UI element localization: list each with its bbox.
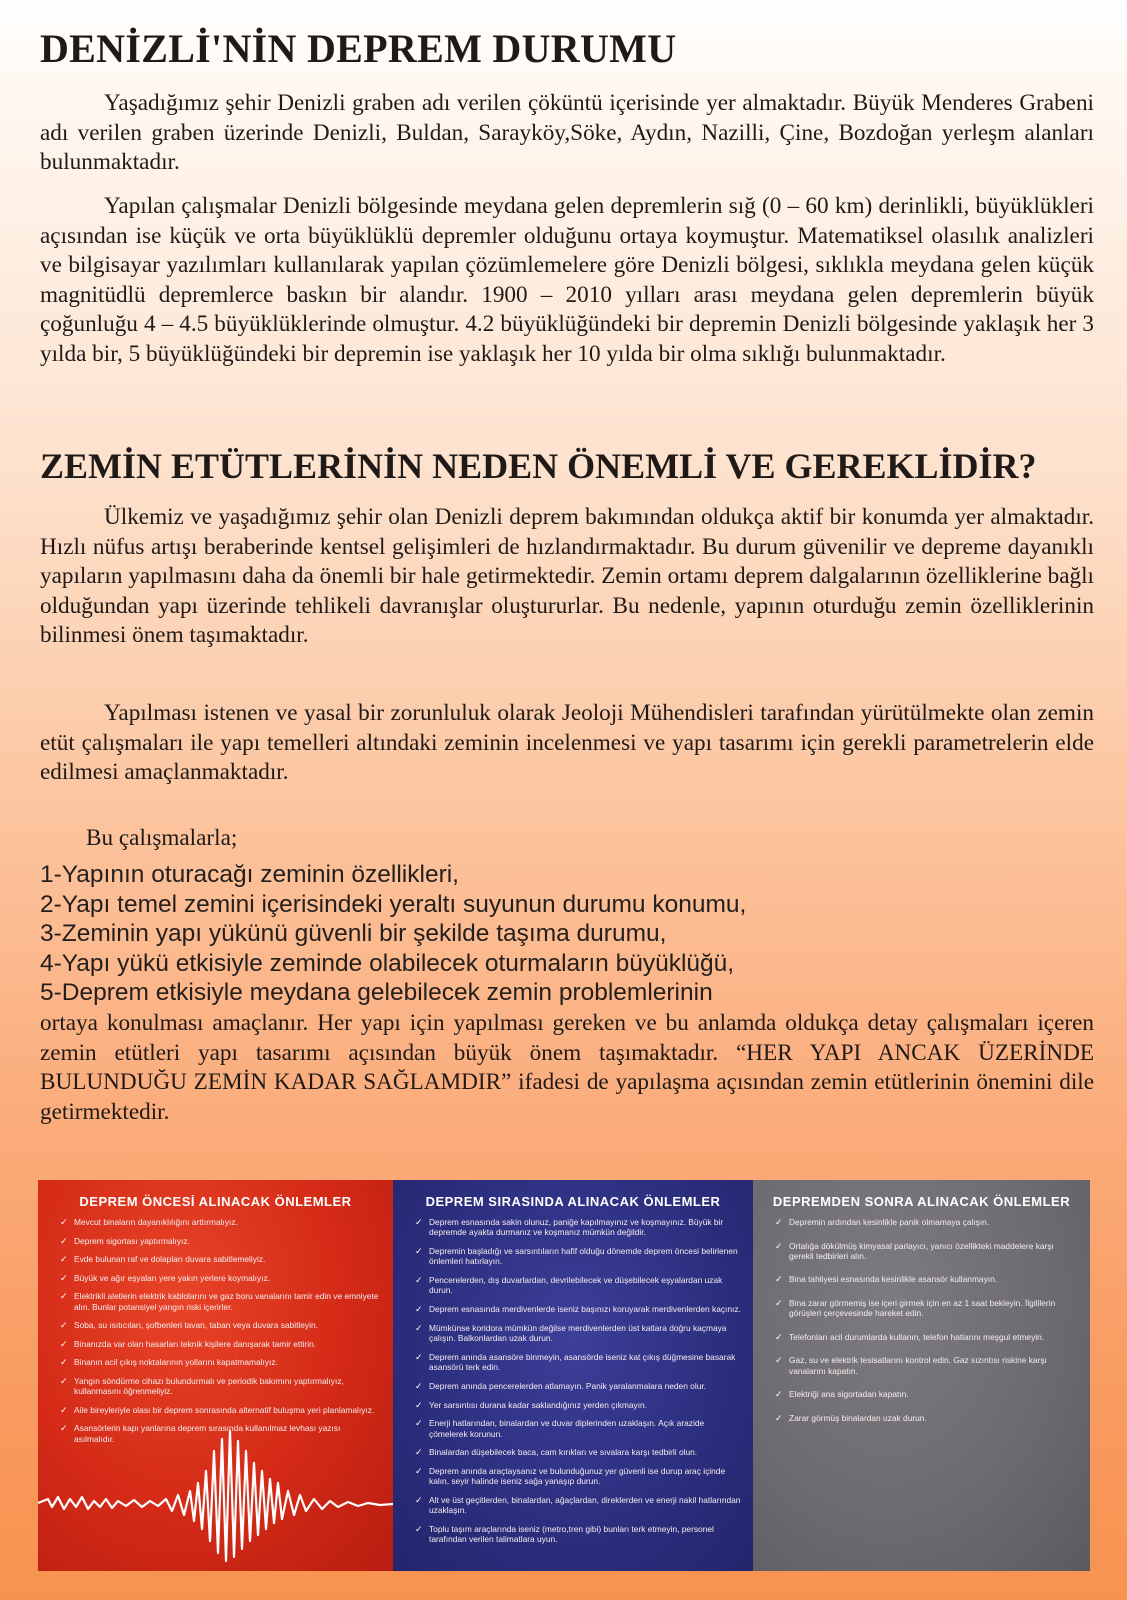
panel-item-text: Enerji hatlarından, binalardan ve duvar diplerinden uzaklaşın. Açık arazide çömelerek korunun. xyxy=(429,1418,705,1439)
panel-list-item xyxy=(775,1413,1078,1423)
panel-after-earthquake xyxy=(753,1180,1090,1571)
check-icon: ✓ xyxy=(415,1217,423,1227)
panel-item-text: Büyük ve ağır eşyaları yere yakın yerlere koymalıyız. xyxy=(74,1272,270,1283)
panel-title: DEPREMDEN SONRA ALINACAK ÖNLEMLER xyxy=(772,1194,1071,1209)
panel-list-item xyxy=(60,1339,381,1349)
panel-list-item xyxy=(415,1352,741,1372)
list-intro: Bu çalışmalarla; xyxy=(86,825,238,851)
seismograph-graphic xyxy=(38,1411,393,1571)
section-title: ZEMİN ETÜTLERİNİN NEDEN ÖNEMLİ VE GEREKLİDİR? xyxy=(40,446,1037,486)
panel-list-item xyxy=(775,1332,1078,1342)
panel-item-text: Elektrikli aletlerin elektrik kablolarını ve gaz boru vanalarını tamir edin ve emniyete alın. Bunlar potansiyel yangın riski içerirler. xyxy=(74,1291,379,1312)
panel-item-text: Zarar görmüş binalardan uzak durun. xyxy=(789,1412,927,1423)
check-icon: ✓ xyxy=(775,1217,783,1227)
panel-list-item xyxy=(415,1418,741,1438)
panel-item-text: Deprem esnasında merdivenlerde iseniz başınızı koruyarak merdivenlerden kaçınız. xyxy=(429,1304,741,1314)
check-icon: ✓ xyxy=(415,1466,423,1477)
panel-list xyxy=(38,1217,393,1444)
panel-item-text: Toplu taşım araçlarında iseniz (metro,tren gibi) bunları terk etmeyin, personel tarafından verilen talimatlara uyun. xyxy=(429,1524,714,1545)
precautions-panels xyxy=(38,1180,1090,1571)
panel-list-item xyxy=(415,1246,741,1266)
check-icon: ✓ xyxy=(775,1274,783,1285)
panel-list-item xyxy=(415,1400,741,1410)
check-icon: ✓ xyxy=(60,1338,68,1349)
check-icon: ✓ xyxy=(60,1404,68,1415)
panel-list-item xyxy=(60,1254,381,1264)
panel-list-item xyxy=(415,1495,741,1515)
check-icon: ✓ xyxy=(775,1297,783,1308)
check-icon: ✓ xyxy=(775,1240,783,1251)
panel-list-item xyxy=(415,1217,741,1237)
panel-title: DEPREM SIRASINDA ALINACAK ÖNLEMLER xyxy=(425,1194,721,1209)
study-list xyxy=(40,860,1090,1008)
panel-list-item xyxy=(60,1291,381,1311)
paragraph-conclusion: ortaya konulması amaçlanır. Her yapı için yapılması gereken ve bu anlamda oldukça detay çalışmaları içeren zemin etütleri yapı tasarımı açısından büyük önem taşımaktadır. “HER YAPI ANCAK ÜZERİNDE BULUNDUĞU ZEMİN KADAR SAĞLAMDIR” ifadesi de yapılaşma açısından zemin etütlerinin önemini dile getirmektedir. xyxy=(40,1010,1094,1125)
check-icon: ✓ xyxy=(415,1246,423,1256)
panel-item-text: Binanın acil çıkış noktalarının yollarını kapatmamalıyız. xyxy=(74,1357,278,1368)
list-item: 5-Deprem etkisiyle meydana gelebilecek zemin problemlerinin xyxy=(40,979,713,1007)
check-icon: ✓ xyxy=(60,1217,68,1227)
check-icon: ✓ xyxy=(415,1447,423,1458)
panel-item-text: Depremin başladığı ve sarsıntıların hafif olduğu dönemde deprem öncesi belirlenen önlemleri hatırlayın. xyxy=(429,1246,738,1267)
panel-item-text: Ortalığa dökülmüş kimyasal parlayıcı, yanıcı özellikteki maddelere karşı gerekli tedbirleri alın. xyxy=(789,1240,1054,1261)
panel-item-text: Bina zarar görmemiş ise içeri girmek için en az 1 saat bekleyin. İlgililerin görüşleri çerçevesinde hareket edin. xyxy=(789,1297,1056,1319)
check-icon: ✓ xyxy=(60,1375,68,1386)
panel-list-item xyxy=(415,1304,741,1314)
check-icon: ✓ xyxy=(415,1418,423,1429)
panel-list-item xyxy=(415,1275,741,1295)
panel-during-earthquake xyxy=(393,1180,753,1571)
paragraph-intro: Yaşadığımız şehir Denizli graben adı verilen çöküntü içerisinde yer almaktadır. Büyük Menderes Grabeni adı verilen graben üzerinde Denizli, Buldan, Sarayköy,Söke, Aydın, Nazilli, Çine, Bozdoğan yerleşm alanları bulunmaktadır. xyxy=(40,90,1094,175)
panel-item-text: Pencerelerden, dış duvarlardan, devrilebilecek ve düşebilecek eşyalardan uzak durun. xyxy=(429,1275,723,1296)
panel-list-item xyxy=(415,1466,741,1486)
check-icon: ✓ xyxy=(415,1275,423,1285)
panel-item-text: Binalardan düşebilecek baca, cam kırıkları ve sıvalara karşı tedbirli olun. xyxy=(429,1447,698,1458)
panel-list-item xyxy=(60,1376,381,1396)
check-icon: ✓ xyxy=(415,1380,423,1391)
paragraph-seismicity: Yapılan çalışmalar Denizli bölgesinde meydana gelen depremlerin sığ (0 – 60 km) derinlikli, büyüklükleri açısından ise küçük ve orta büyüklüklü depremler olduğunu ortaya koymuştur. Matematiksel olasılık analizleri ve bilgisayar yazılımları kullanılarak yapılan çözümlemelere göre Denizli bölgesi, sıklıkla meydana gelen küçük magnitüdlü depremlerce baskın bir alandır. 1900 – 2010 yılları arası meydana gelen depremlerin büyük çoğunluğu 4 – 4.5 büyüklüklerinde olmuştur. 4.2 büyüklüğündeki bir depremin Denizli bölgesinde yaklaşık her 3 yılda bir, 5 büyüklüğündeki bir depremin ise yaklaşık her 10 yılda bir olma sıklığı bulunmaktadır. xyxy=(40,193,1094,367)
panel-list-item xyxy=(415,1381,741,1391)
check-icon: ✓ xyxy=(60,1272,68,1283)
check-icon: ✓ xyxy=(60,1357,68,1368)
panel-item-text: Aile bireyleriyle olası bir deprem sonrasında alternatif buluşma yeri planlamalıyız. xyxy=(74,1404,375,1415)
panel-list-item xyxy=(775,1241,1078,1261)
panel-list xyxy=(753,1217,1090,1423)
panel-item-text: Soba, su ısıtıcıları, şofbenleri tavan, taban veya duvara sabitleyin. xyxy=(74,1320,318,1331)
panel-list xyxy=(393,1217,753,1545)
panel-title: DEPREM ÖNCESİ ALINACAK ÖNLEMLER xyxy=(79,1194,352,1209)
panel-item-text: Gaz, su ve elektrik tesisatlarını kontrol edin. Gaz sızıntısı riskine karşı vanalarını kapatın. xyxy=(789,1355,1047,1376)
panel-item-text: Telefonları acil durumlarda kullanın, telefon hatlarını meşgul etmeyin. xyxy=(789,1331,1045,1342)
list-item: 2-Yapı temel zemini içerisindeki yeraltı suyunun durumu konumu, xyxy=(40,890,747,918)
panel-item-text: Deprem anında araçtaysanız ve bulunduğunuz yer güvenli ise durup araç içinde kalın, seyir halinde iseniz sağa yanaşıp durun. xyxy=(429,1466,726,1487)
panel-list-item xyxy=(415,1524,741,1544)
panel-before-earthquake xyxy=(38,1180,393,1571)
check-icon: ✓ xyxy=(415,1524,423,1535)
panel-list-item xyxy=(60,1357,381,1367)
panel-item-text: Deprem anında pencerelerden atlamayın. Panik yaralanmalara neden olur. xyxy=(429,1380,707,1391)
check-icon: ✓ xyxy=(775,1355,783,1366)
paragraph-importance: Ülkemiz ve yaşadığımız şehir olan Denizli deprem bakımından oldukça aktif bir konumda yer almaktadır. Hızlı nüfus artışı beraberinde kentsel gelişimleri de hızlandırmaktadır. Bu durum güvenilir ve depreme dayanıklı yapıların yapılmasını daha da önemli bir hale getirmektedir. Zemin ortamı deprem dalgalarının özelliklerine bağlı olduğundan yapı üzerinde tehlikeli davranışlar oluştururlar. Bu nedenle, yapının oturduğu zemin özelliklerinin bilinmesi önem taşımaktadır. xyxy=(40,504,1094,648)
panel-item-text: Asansörlerin kapı yanlarına deprem sırasında kullanılmaz levhası yazısı asılmalıdır. xyxy=(74,1423,341,1444)
check-icon: ✓ xyxy=(60,1254,68,1265)
panel-item-text: Binanızda var olan hasarları teknik kişilere danışarak tamir ettirin. xyxy=(74,1338,317,1349)
list-item: 3-Zeminin yapı yükünü güvenli bir şekilde taşıma durumu, xyxy=(40,920,667,948)
panel-list-item xyxy=(775,1298,1078,1318)
check-icon: ✓ xyxy=(415,1304,423,1314)
panel-item-text: Deprem anında asansöre binmeyin, asansörde iseniz kat çıkış düğmesine basarak asansörü terk edin. xyxy=(429,1351,736,1372)
panel-list-item xyxy=(775,1274,1078,1284)
check-icon: ✓ xyxy=(415,1495,423,1506)
list-item: 4-Yapı yükü etkisiyle zeminde olabilecek oturmaların büyüklüğü, xyxy=(40,949,735,977)
panel-item-text: Yangın söndürme cihazı bulundurmalı ve periodik bakımını yaptırmalıyız, kullanmasını öğrenmeliyiz. xyxy=(74,1375,344,1397)
panel-item-text: Mevcut binaların dayanıklılığını arttırmalıyız. xyxy=(74,1217,238,1227)
panel-item-text: Bina tahliyesi esnasında kesinlikle asansör kullanmayın. xyxy=(789,1274,998,1285)
panel-list-item xyxy=(60,1320,381,1330)
check-icon: ✓ xyxy=(60,1423,68,1434)
paragraph-purpose: Yapılması istenen ve yasal bir zorunluluk olarak Jeoloji Mühendisleri tarafından yürütülmekte olan zemin etüt çalışmaları ile yapı temelleri altındaki zeminin incelenmesi ve yapı tasarımı için gerekli parametrelerin elde edilmesi amaçlanmaktadır. xyxy=(40,700,1094,785)
panel-list-item xyxy=(415,1447,741,1457)
check-icon: ✓ xyxy=(415,1351,423,1362)
panel-list-item xyxy=(775,1217,1078,1227)
check-icon: ✓ xyxy=(415,1322,423,1333)
panel-list-item xyxy=(60,1273,381,1283)
panel-list-item xyxy=(775,1389,1078,1399)
panel-item-text: Deprem esnasında sakin olunuz, paniğe kapılmayınız ve koşmayınız. Büyük bir depremde ayakta durmanız ve koşmanız mümkün değildir. xyxy=(429,1217,724,1238)
panel-list-item xyxy=(60,1217,381,1227)
check-icon: ✓ xyxy=(415,1399,423,1410)
panel-list-item xyxy=(775,1355,1078,1375)
list-item: 1-Yapının oturacağı zeminin özellikleri, xyxy=(40,861,459,888)
check-icon: ✓ xyxy=(775,1412,783,1423)
panel-list-item xyxy=(415,1323,741,1343)
check-icon: ✓ xyxy=(775,1389,783,1400)
check-icon: ✓ xyxy=(60,1235,68,1246)
check-icon: ✓ xyxy=(60,1320,68,1331)
check-icon: ✓ xyxy=(60,1291,68,1302)
page-title: DENİZLİ'NİN DEPREM DURUMU xyxy=(40,26,677,71)
panel-item-text: Alt ve üst geçitlerden, binalardan, ağaçlardan, direklerden ve enerji nakil hatlarından uzaklaşın. xyxy=(429,1495,741,1516)
panel-item-text: Depremin ardından kesinlikle panik olmamaya çalışın. xyxy=(789,1217,990,1227)
panel-item-text: Deprem sigortası yaptırmalıyız. xyxy=(74,1235,190,1246)
panel-item-text: Elektriği ana sigortadan kapatın. xyxy=(789,1389,909,1400)
panel-item-text: Mümkünse koridora mümkün değilse merdivenlerden üst katlara doğru kaçmaya çalışın. Balkonlardan uzak durun. xyxy=(429,1322,727,1343)
panel-item-text: Evde bulunan raf ve dolapları duvara sabitlemeliyiz. xyxy=(74,1254,266,1265)
check-icon: ✓ xyxy=(775,1331,783,1342)
panel-item-text: Yer sarsıntısı durana kadar saklandığınız yerden çıkmayın. xyxy=(429,1399,648,1410)
panel-list-item xyxy=(60,1236,381,1246)
